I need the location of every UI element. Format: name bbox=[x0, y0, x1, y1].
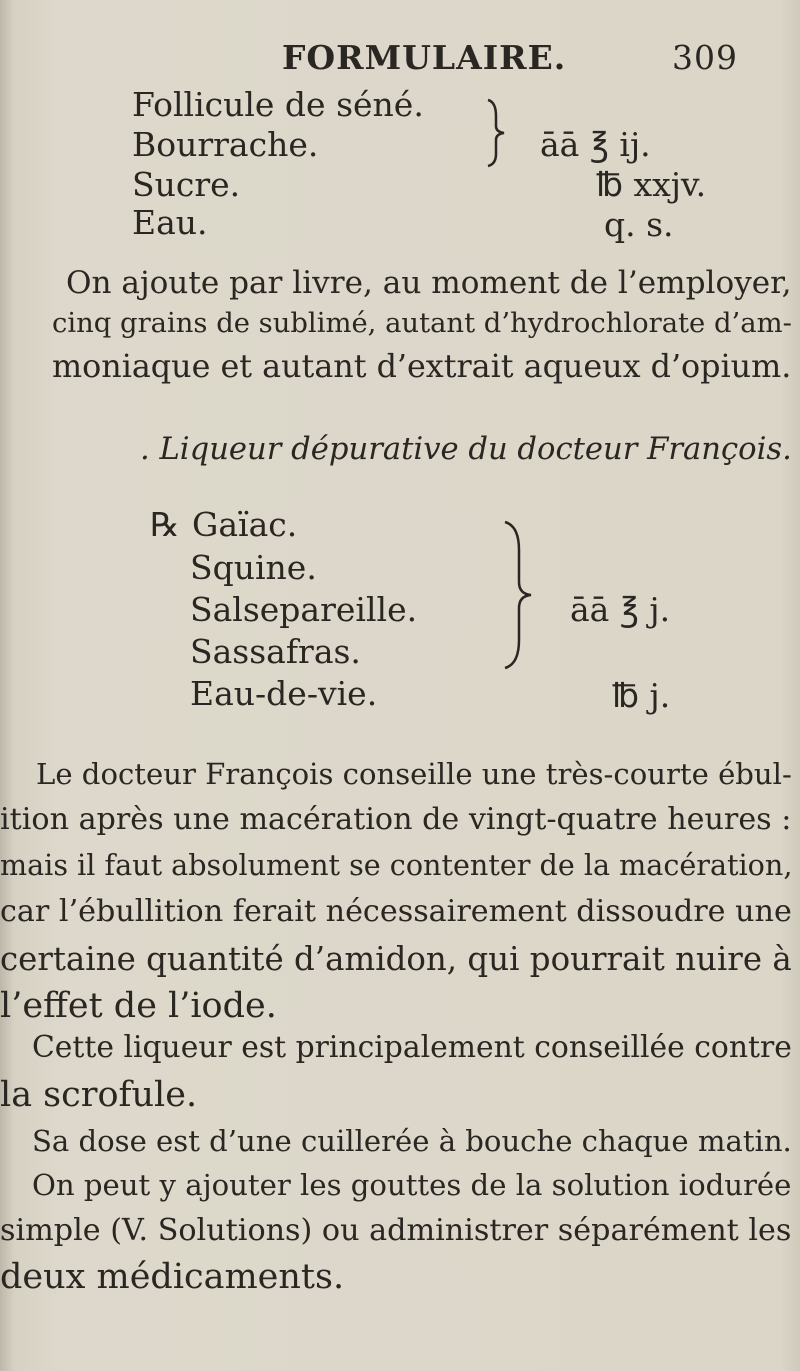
recipe2-item: Salsepareille. bbox=[190, 590, 418, 629]
paragraph-line: Cette liqueur est principalement conseillée contre bbox=[32, 1030, 792, 1065]
recipe2-item: Gaïac. bbox=[192, 505, 298, 544]
paragraph-line: simple (V. Solutions) ou administrer séparément les bbox=[0, 1213, 792, 1248]
brace-icon bbox=[480, 98, 510, 168]
recipe2-item: Eau-de-vie. bbox=[190, 674, 378, 713]
paragraph-line: l’effet de l’iode. bbox=[0, 986, 277, 1026]
page-number: 309 bbox=[672, 38, 738, 77]
paragraph-line: ition après une macération de vingt-quatre heures : bbox=[0, 802, 792, 837]
recipe2-item: Squine. bbox=[190, 548, 317, 587]
recipe1-dose: āā ℥ ij. bbox=[540, 125, 651, 164]
paragraph-line: car l’ébullition ferait nécessairement dissoudre une bbox=[0, 894, 792, 929]
recipe2-dose: āā ℥ j. bbox=[570, 590, 671, 629]
paragraph-line: On peut y ajouter les gouttes de la solution iodurée bbox=[32, 1168, 792, 1202]
paragraph-line: Sa dose est d’une cuillerée à bouche chaque matin. bbox=[32, 1124, 792, 1158]
brace-icon bbox=[495, 520, 535, 670]
paragraph-line: Le docteur François conseille une très-courte ébul- bbox=[36, 757, 792, 791]
recipe2-spirit-dose: ℔ j. bbox=[612, 676, 671, 715]
paragraph-line: On ajoute par livre, au moment de l’employer, bbox=[66, 265, 792, 301]
paragraph-line: la scrofule. bbox=[0, 1075, 198, 1115]
paragraph-line: mais il faut absolument se contenter de la macération, bbox=[0, 848, 793, 882]
section-title: . Liqueur dépurative du docteur François. bbox=[140, 432, 792, 467]
recipe1-item: Eau. bbox=[132, 203, 208, 242]
paragraph-line: deux médicaments. bbox=[0, 1257, 345, 1297]
recipe1-item: Follicule de séné. bbox=[132, 85, 424, 124]
paragraph-line: certaine quantité d’amidon, qui pourrait nuire à bbox=[0, 940, 792, 978]
recipe1-item: Sucre. bbox=[132, 165, 241, 204]
running-header: FORMULAIRE. bbox=[282, 38, 567, 77]
paragraph-line: cinq grains de sublimé, autant d’hydrochlorate d’am- bbox=[52, 308, 792, 339]
recipe2-item: Sassafras. bbox=[190, 632, 361, 671]
recipe1-item: Bourrache. bbox=[132, 125, 319, 164]
recipe1-water-dose: q. s. bbox=[604, 205, 674, 244]
rx-symbol: ℞ bbox=[150, 505, 180, 544]
recipe1-sugar-dose: ℔ xxjv. bbox=[596, 165, 707, 204]
paragraph-line: moniaque et autant d’extrait aqueux d’opium. bbox=[52, 349, 792, 385]
